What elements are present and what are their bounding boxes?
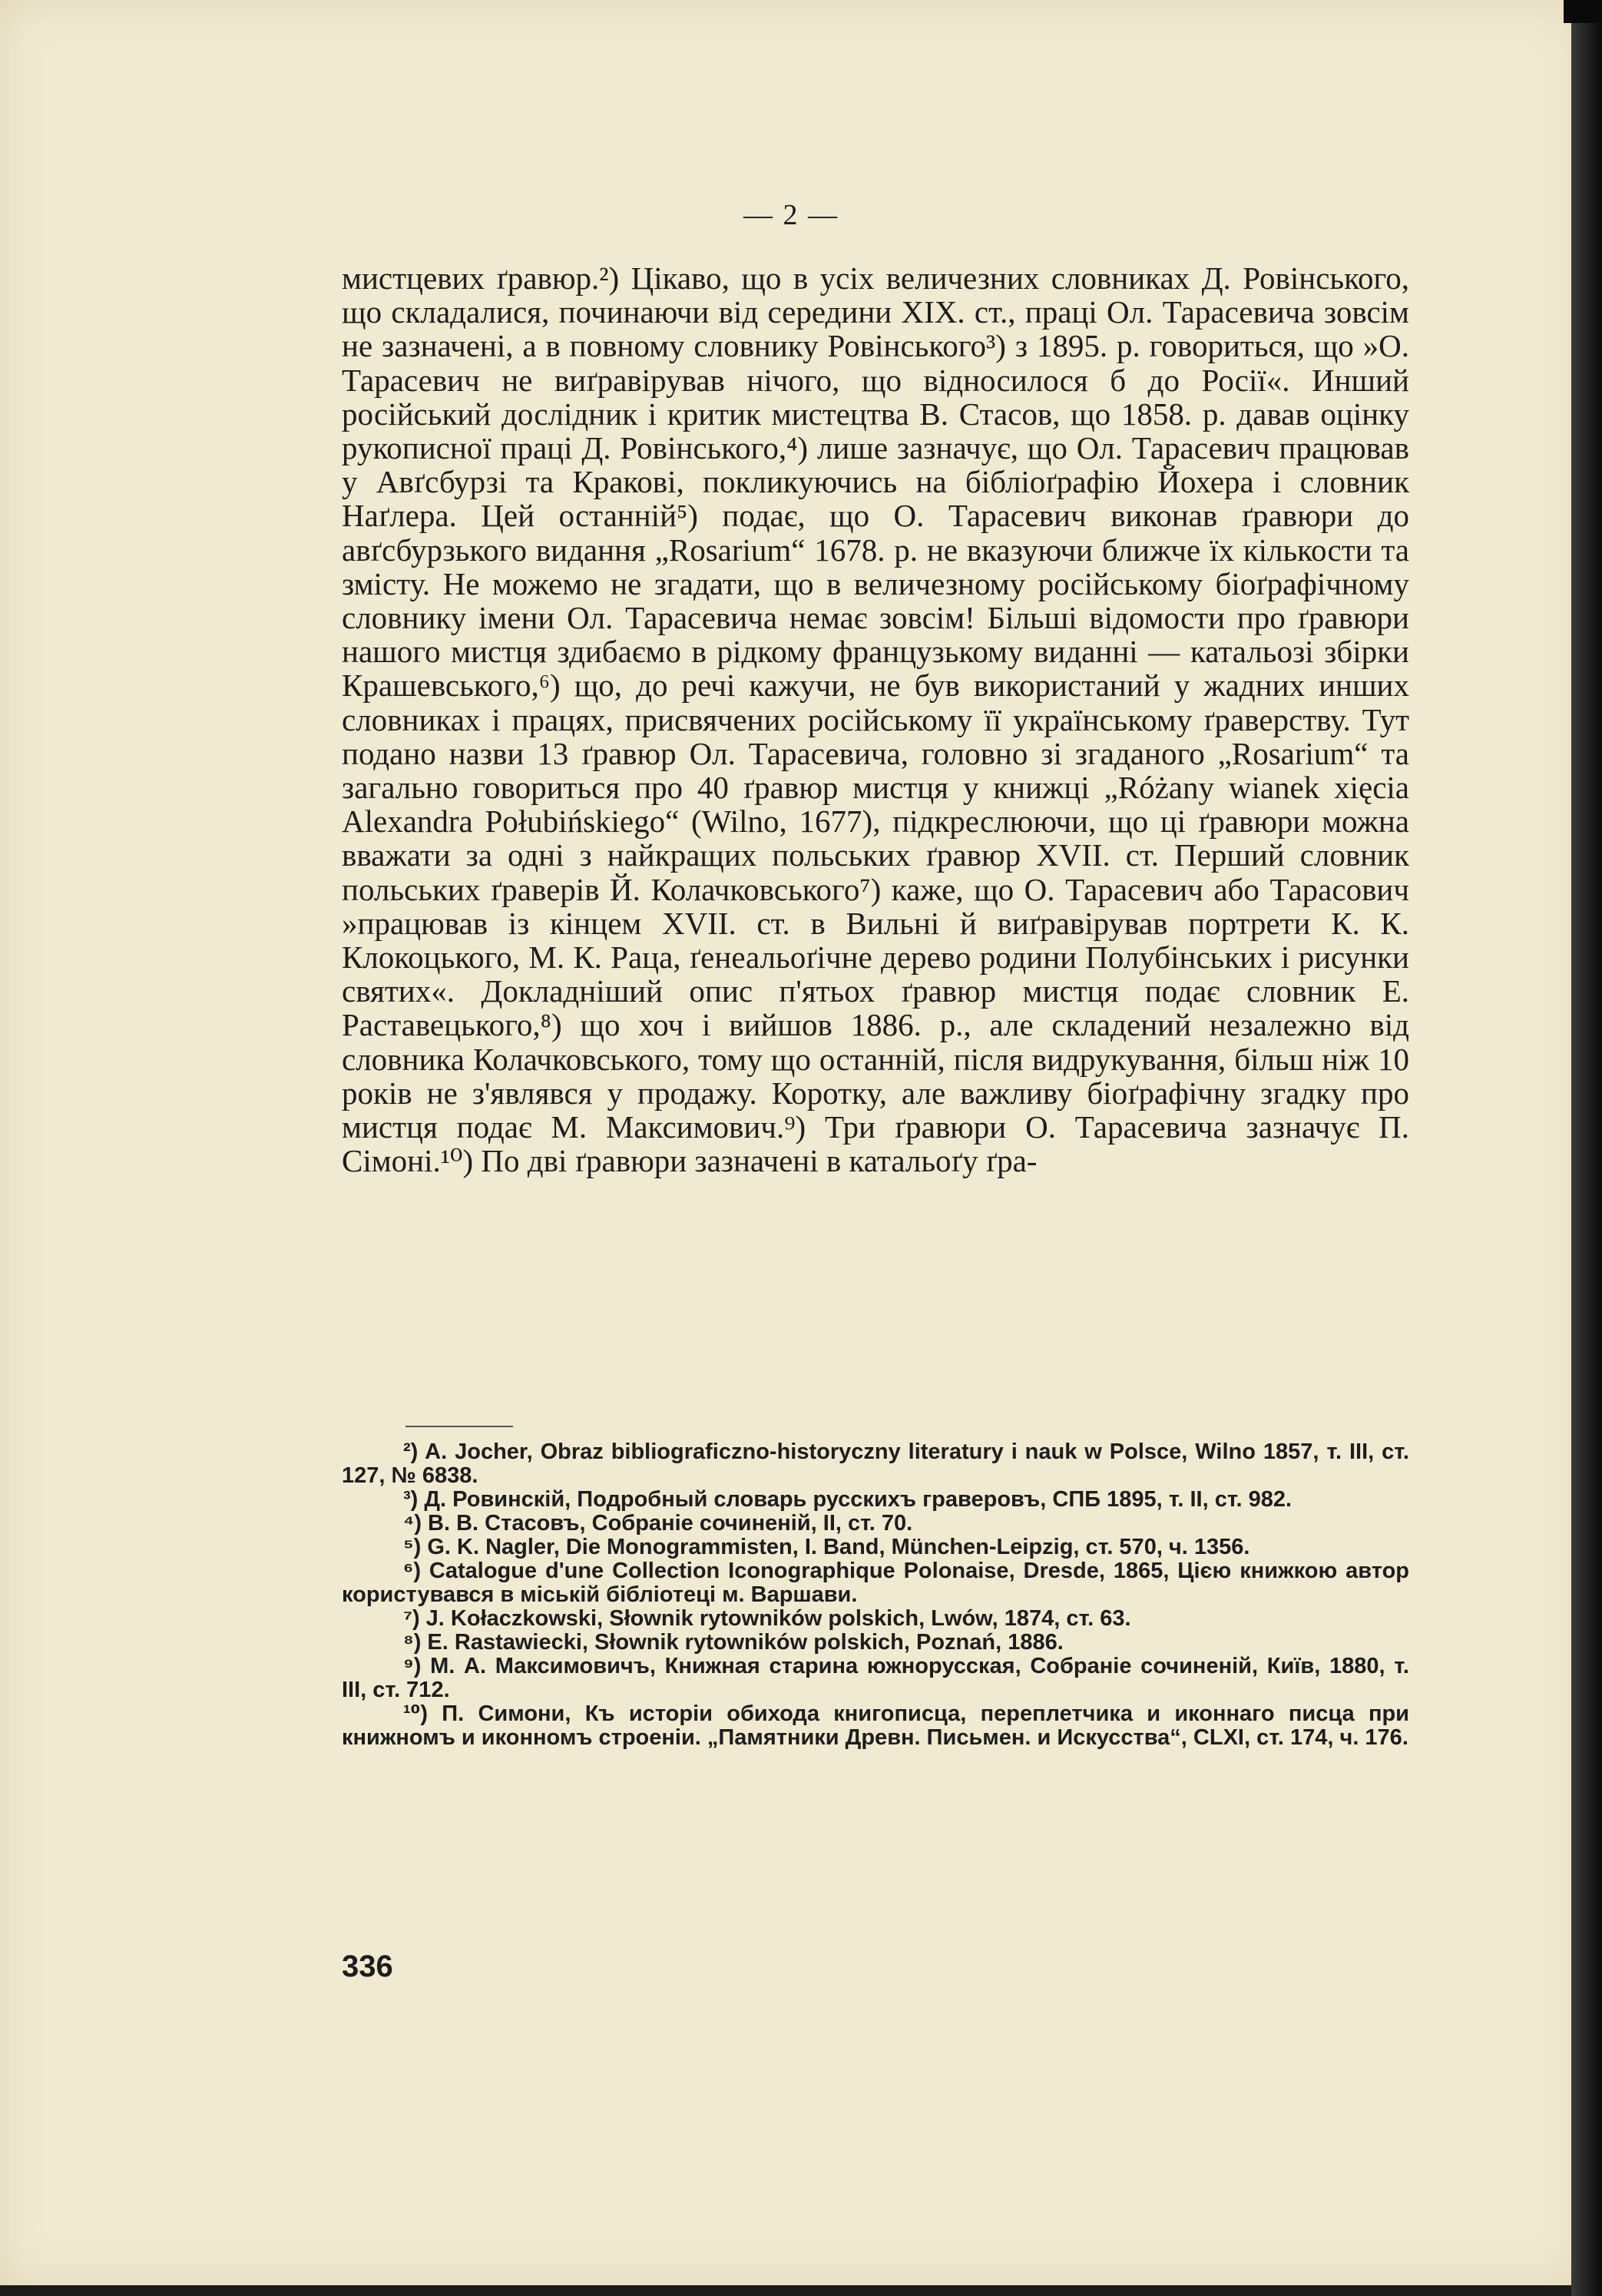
footnote-3: ³) Д. Ровинскій, Подробный словарь русскихъ граверовъ, СПБ 1895, т. II, ст. 982. — [403, 1487, 1293, 1512]
footnote-10: ¹⁰) П. Симони, Къ исторіи обихода книгописца, переплетчика и иконнаго писца при книжномъ и иконномъ строеніи. „Памятники Древн. Письмен. и Искусства“, CLXI, ст. 174, ч. 176. — [342, 1701, 1409, 1750]
main-text — [342, 261, 1409, 1178]
body-paragraph: мистцевих ґравюр.²) Цікаво, що в усіх величезних словниках Д. Ровінського, що складалися, починаючи від середини XIX. ст., праці Ол. Тарасевича зовсім не зазначені, а в повному словнику Ровінського³) з 1895. р. говориться, що »О. Тарасевич не виґравірував нічого, що відносилося б до Росії«. Инший російський дослідник і критик мистецтва В. Стасов, що 1858. р. давав оцінку рукописної праці Д. Ровінського,⁴) лише зазначує, що Ол. Тарасевич працював у Авґсбурзі та Кракові, покликуючись на бібліоґрафію Йохера і словник Наґлера. Цей останній⁵) подає, що О. Тарасевич виконав ґравюри до авґсбурзького видання „Rosarium“ 1678. р. не вказуючи ближче їх кількости та змісту. Не можемо не згадати, що в величезному російському біоґрафічному словнику імени Ол. Тарасевича немає зовсім! Більші відомости про ґравюри нашого мистця здибаємо в рідкому французькому виданні — катальозі збірки Крашевського,⁶) що, до речі кажучи, не був використаний у жадних инших словниках і працях, присвячених російському її українському ґраверству. Тут подано назви 13 ґравюр Ол. Тарасевича, головно зі згаданого „Rosarium“ та загально говориться про 40 ґравюр мистця у книжці „Różany wianek xięcia Alexandra Połubińskiego“ (Wilno, 1677), підкреслюючи, що ці ґравюри можна вважати за одні з найкращих польських ґравюр XVII. ст. Перший словник польських ґраверів Й. Колачковського⁷) каже, що О. Тарасевич або Тарасович »працював із кінцем XVII. ст. в Вильні й виґравірував портрети К. К. Клокоцького, М. К. Раца, ґенеальоґічне дерево родини Полубінських і рисунки святих«. Докладніший опис п'ятьох ґравюр мистця подає словник Е. Раставецького,⁸) що хоч і вийшов 1886. р., але складений незалежно від словника Колачковського, тому що останній, після видрукування, більш ніж 10 років не з'являвся у продажу. Коротку, але важливу біоґрафічну згадку про мистця подає М. Максимович.⁹) Три ґравюри О. Тарасевича зазначує П. Сімоні.¹⁰) По дві ґравюри зазначені в катальоґу ґра- — [342, 260, 1409, 1179]
footnote-divider — [405, 1426, 513, 1427]
page-corner-dark — [1564, 0, 1602, 23]
footnote-8: ⁸) E. Rastawiecki, Słownik rytowników polskich, Poznań, 1886. — [403, 1630, 1064, 1655]
footnote-5: ⁵) G. K. Nagler, Die Monogrammisten, I. Band, München-Leipzig, ст. 570, ч. 1356. — [403, 1535, 1250, 1559]
folio-number: 336 — [342, 1950, 393, 1983]
footnote-6: ⁶) Catalogue d'une Collection Iconographique Polonaise, Dresde, 1865, Цією книжкою автор користувався в міській бібліотеці м. Варшави. — [342, 1559, 1409, 1607]
footnote-7: ⁷) J. Kołaczkowski, Słownik rytowników polskich, Lwów, 1874, ст. 63. — [403, 1606, 1131, 1631]
book-spine-edge — [1571, 0, 1602, 2296]
footnote-9: ⁹) М. А. Максимовичъ, Книжная старина южнорусская, Собраніе сочиненій, Київ, 1880, т. III, ст. 712. — [342, 1654, 1409, 1702]
footnote-2: ²) A. Jocher, Obraz bibliograficzno-historyczny literatury i nauk w Polsce, Wilno 1857, т. III, ст. 127, № 6838. — [342, 1440, 1409, 1488]
footnotes — [342, 1440, 1409, 1750]
header-page-number: — 2 — — [743, 199, 839, 231]
footnote-4: ⁴) В. В. Стасовъ, Собраніе сочиненій, II, ст. 70. — [403, 1511, 913, 1536]
